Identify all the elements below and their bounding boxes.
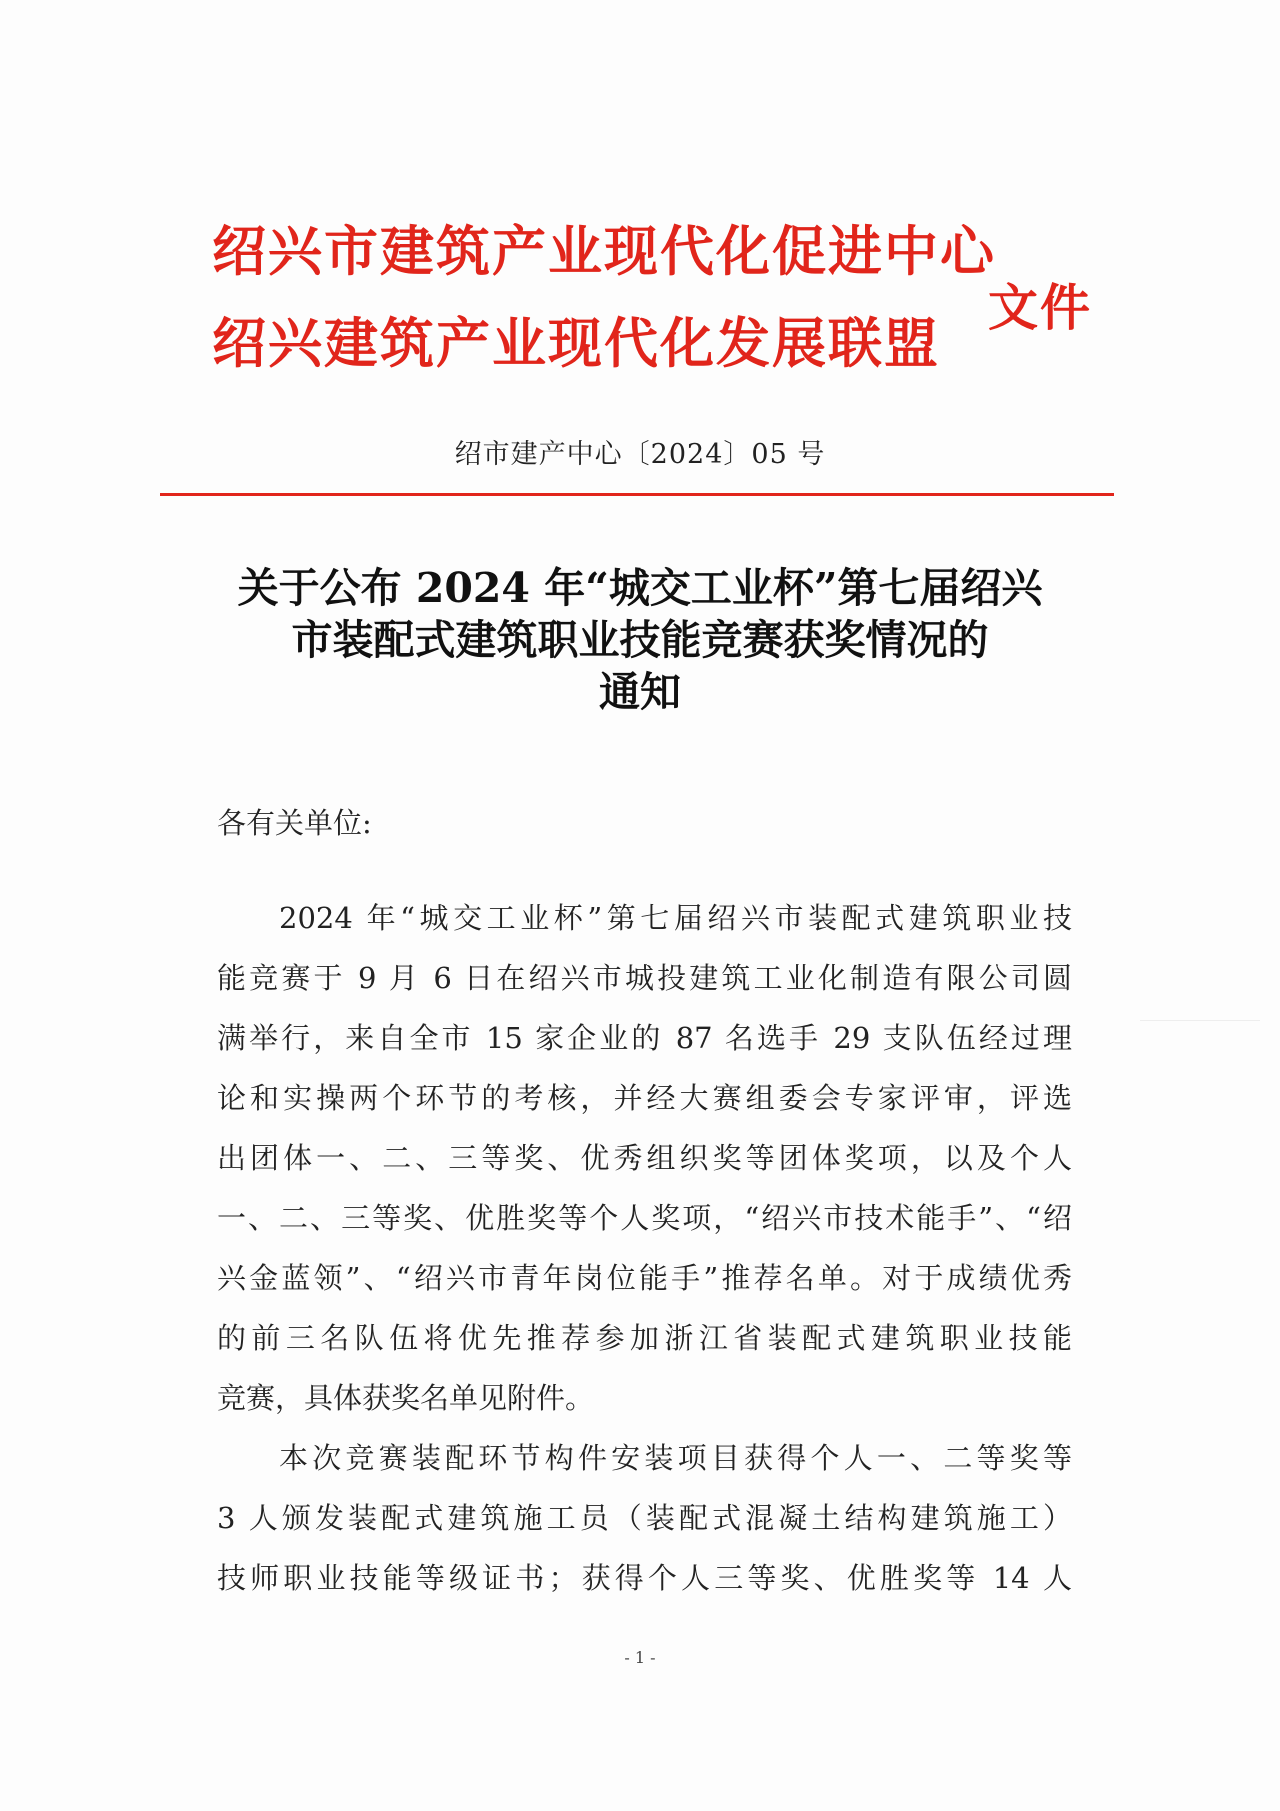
paragraph-line: 满举行，来自全市 15 家企业的 87 名选手 29 支队伍经过理 bbox=[217, 1021, 1072, 1055]
letterhead-suffix: 文件 bbox=[988, 279, 1092, 337]
letterhead-issuers bbox=[212, 220, 996, 375]
paragraph-1 bbox=[217, 903, 1072, 1443]
paragraph-line: 兴金蓝领”、“绍兴市青年岗位能手”推荐名单。对于成绩优秀 bbox=[217, 1261, 1072, 1295]
paragraph-line: 技师职业技能等级证书；获得个人三等奖、优胜奖等 14 人 bbox=[217, 1561, 1072, 1595]
title-line: 通知 bbox=[599, 668, 681, 716]
paragraph-line: 的前三名队伍将优先推荐参加浙江省装配式建筑职业技能 bbox=[217, 1321, 1072, 1355]
document-title bbox=[180, 562, 1100, 718]
paragraph-line: 2024 年“城交工业杯”第七届绍兴市装配式建筑职业技 bbox=[279, 901, 1072, 935]
paragraph-line: 一、二、三等奖、优胜奖等个人奖项，“绍兴市技术能手”、“绍 bbox=[217, 1201, 1072, 1235]
paragraph-line: 3 人颁发装配式建筑施工员（装配式混凝土结构建筑施工） bbox=[217, 1501, 1072, 1535]
issuer-line: 绍兴市建筑产业现代化促进中心 bbox=[212, 220, 996, 283]
document-body bbox=[217, 808, 1072, 1623]
scan-artifact-line bbox=[1140, 1020, 1260, 1021]
paragraph-line: 本次竞赛装配环节构件安装项目获得个人一、二等奖等 bbox=[279, 1441, 1072, 1475]
red-divider-rule bbox=[160, 493, 1114, 496]
paragraph-line: 出团体一、二、三等奖、优秀组织奖等团体奖项，以及个人 bbox=[217, 1141, 1072, 1175]
paragraph-line: 能竞赛于 9 月 6 日在绍兴市城投建筑工业化制造有限公司圆 bbox=[217, 961, 1072, 995]
issuer-line: 绍兴建筑产业现代化发展联盟 bbox=[212, 312, 940, 375]
page-number: - 1 - bbox=[624, 1648, 656, 1667]
document-number: 绍市建产中心〔2024〕05 号 bbox=[454, 439, 826, 470]
paragraph-2 bbox=[217, 1443, 1072, 1623]
title-line: 市装配式建筑职业技能竞赛获奖情况的 bbox=[291, 616, 989, 664]
paragraph-line: 论和实操两个环节的考核，并经大赛组委会专家评审，评选 bbox=[217, 1081, 1072, 1115]
paragraph-line: 竞赛，具体获奖名单见附件。 bbox=[217, 1381, 595, 1415]
salutation: 各有关单位: bbox=[217, 806, 372, 840]
title-line: 关于公布 2024 年“城交工业杯”第七届绍兴 bbox=[237, 564, 1043, 612]
